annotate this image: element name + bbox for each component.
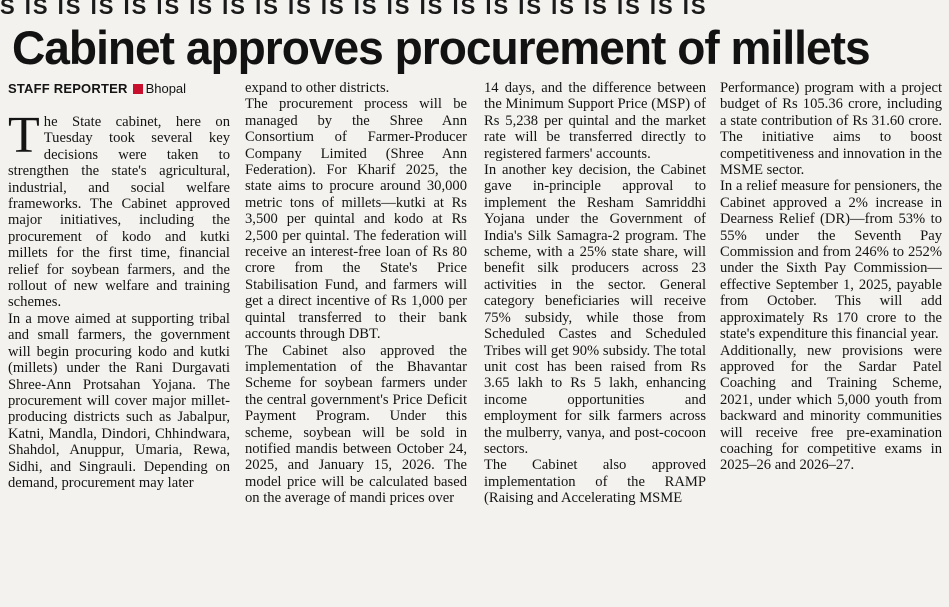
article-paragraph: Additionally, new provisions were approved for the Sardar Patel Coaching and Training Scheme, 2021, under which 5,000 youth from backward and minority communities will receive free pre-examination coaching for competitive exams in 2025–26 and 2026–27. (720, 342, 942, 474)
byline (8, 80, 186, 98)
byline-reporter: STAFF REPORTER (8, 81, 128, 96)
article-paragraph: The Cabinet also approved the implementation of the Bhavantar Scheme for soybean farmers under the central government's Price Deficit Payment Program. Under this scheme, soybean will be sold in notified mandis between October 24, 2025, and January 15, 2026. The model price will be calculated based on the average of mandi prices over (245, 342, 467, 507)
article-paragraph: In a relief measure for pensioners, the Cabinet approved a 2% increase in Dearness Relief (DR)—from 53% to 55% under the Seventh Pay Commission and from 246% to 252% under the Sixth Pay Commission—effective September 1, 2025, payable from October. This will add approximately Rs 170 crore to the state's expenditure this financial year. (720, 178, 942, 343)
article-column-1 (8, 114, 230, 604)
previous-headline-strip (0, 0, 949, 14)
article-column-4 (720, 80, 942, 605)
article-column-2 (245, 80, 467, 605)
article-column-3 (484, 80, 706, 605)
article-paragraph: The Cabinet also approved implementation of the RAMP (Raising and Accelerating MSME (484, 457, 706, 507)
headline: Cabinet approves procurement of millets (12, 21, 870, 74)
byline-square-icon (133, 84, 143, 94)
article-paragraph: In a move aimed at supporting tribal and small farmers, the government will begin procuring kodo and kutki (millets) under the Rani Durgavati Shree-Ann Protsahan Yojana. The procurement will cover major millet-producing districts such as Jabalpur, Katni, Mandla, Dindori, Chhindwara, Shahdol, Anuppur, Umaria, Rewa, Sidhi, and Singrauli. Depending on demand, procurement may later (8, 310, 230, 491)
article-paragraph: expand to other districts. (245, 80, 390, 96)
drop-cap: T (8, 114, 40, 164)
article-paragraph: The State cabinet, here on Tuesday took several key decisions were taken to strengthen the state's agricultural, industrial, and social welfare frameworks. The Cabinet approved major initiatives, including the procurement of kodo and kutki millets for the first time, financial relief for soybean farmers, and the rollout of new welfare and training schemes. (8, 114, 230, 311)
article-paragraph: 14 days, and the difference between the Minimum Support Price (MSP) of Rs 5,238 per quintal and the market rate will be transferred directly to registered farmers' accounts. (484, 80, 706, 162)
article-paragraph: Performance) program with a project budget of Rs 105.36 crore, including a state contribution of Rs 31.60 crore. The initiative aims to boost competitiveness and innovation in the MSME sector. (720, 80, 942, 179)
article-paragraph: In another key decision, the Cabinet gave in-principle approval to implement the Resham Samriddhi Yojana under the Government of India's Silk Samagra-2 program. The scheme, with a 25% state share, will benefit silk producers across 23 activities in the sector. General category beneficiaries will receive 75% subsidy, while those from Scheduled Castes and Scheduled Tribes will get 90% subsidy. The total unit cost has been raised from Rs 3.65 lakh to Rs 5 lakh, enhancing income opportunities and employment for silk farmers across the mulberry, vanya, and post-cocoon sectors. (484, 162, 706, 457)
article-paragraph: The procurement process will be managed by the Shree Ann Consortium of Farmer-Producer Company Limited (Shree Ann Federation). For Kharif 2025, the state aims to procure around 30,000 metric tons of millets—kutki at Rs 3,500 per quintal and kodo at Rs 2,500 per quintal. The federation will receive an interest-free loan of Rs 80 crore from the State's Price Stabilisation Fund, and farmers will get a direct incentive of Rs 1,000 per quintal transferred to their bank accounts through DBT. (245, 96, 467, 343)
byline-location: Bhopal (145, 81, 187, 96)
previous-headline-text: S IS IS IS IS IS IS IS IS IS IS IS IS IS IS IS IS IS IS IS IS IS (0, 0, 708, 14)
